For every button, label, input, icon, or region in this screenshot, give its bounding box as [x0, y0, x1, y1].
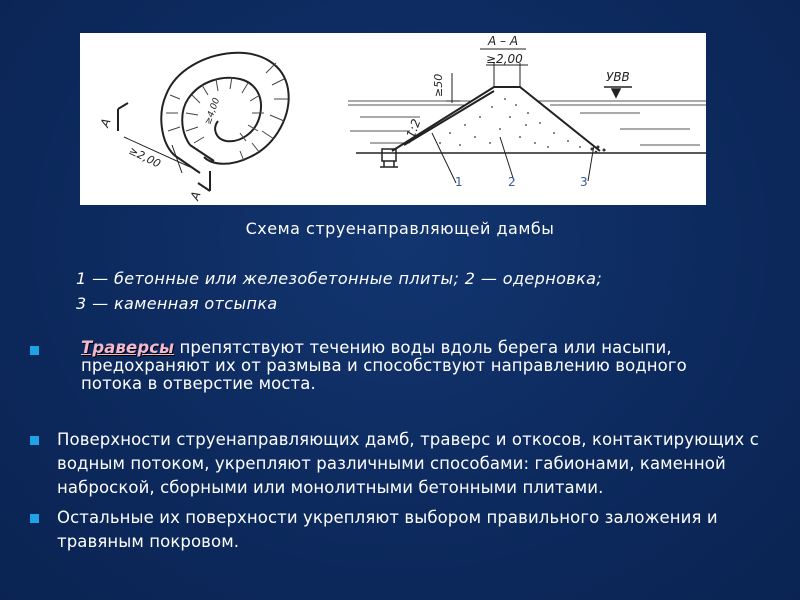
- paragraph-other-surfaces: Остальные их поверхности укрепляют выбором правильного заложения и травяным покровом.: [57, 508, 718, 551]
- section-num-1: 1: [455, 175, 463, 189]
- section-num-3: 3: [580, 175, 588, 189]
- bullet-3: [30, 514, 39, 523]
- paragraph-1-text: препятствуют течению воды вдоль берега или насыпи, предохраняют их от размыва и способствуют направлению водного потока в отверстие моста.: [81, 338, 687, 393]
- section-label: А – А: [488, 34, 519, 48]
- plan-dim-label-2: ≥4,00: [203, 96, 223, 127]
- bullet-2: [30, 436, 39, 445]
- bullet-1: [30, 346, 39, 355]
- section-dim-top: ≥2,00: [486, 52, 523, 66]
- section-view: [348, 49, 706, 183]
- section-num-2: 2: [508, 175, 516, 189]
- water-level-label: УВВ: [606, 70, 630, 84]
- section-slope: 1:2: [403, 117, 424, 141]
- plan-view: [161, 53, 288, 173]
- plan-cut-label-1: А: [97, 116, 114, 130]
- dam-scheme-figure: [80, 33, 706, 205]
- figure-legend: [76, 266, 602, 316]
- legend-line-1: 1 — бетонные или железобетонные плиты; 2 — одерновка;: [76, 269, 603, 288]
- section-dim-side: ≥50: [432, 73, 445, 97]
- plan-dim-label-1: ≥2,00: [126, 144, 163, 171]
- paragraph-surfaces: Поверхности струенаправляющих дамб, траверс и откосов, контактирующих с водным потоком, укрепляют различными способами: габионами, каменной наброской, сборными или монолитными бетонными плитами.: [57, 430, 759, 497]
- plan-cut-label-2: А: [187, 189, 204, 203]
- figure-caption: Схема струенаправляющей дамбы: [245, 219, 555, 238]
- paragraph-traverses: [81, 339, 721, 393]
- dam-drawing: [80, 33, 706, 205]
- paragraph-term: Траверсы: [81, 338, 175, 357]
- legend-line-2: 3 — каменная отсыпка: [76, 294, 278, 313]
